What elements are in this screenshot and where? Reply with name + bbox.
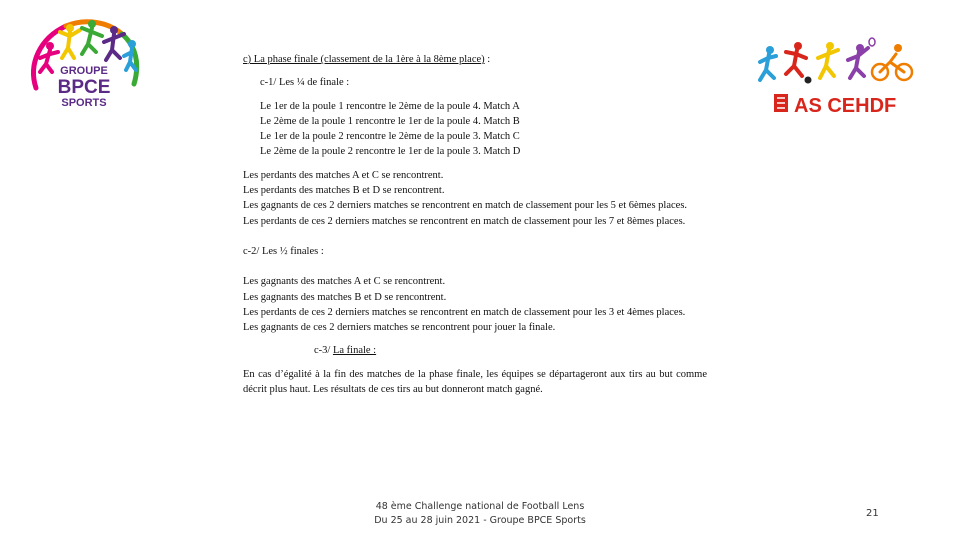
quarter-final-list bbox=[243, 99, 707, 160]
final-paragraph: En cas d’égalité à la fin des matches de la phase finale, les équipes se départageront aux tirs au but comme décrit plus haut. Les résultats de ces tirs au but donneront match gagné. bbox=[243, 368, 707, 396]
footer-line-1: 48 ème Challenge national de Football Lens bbox=[375, 501, 585, 512]
list-item: Le 2ème de la poule 2 rencontre le 1er de la poule 3. Match D bbox=[260, 146, 521, 158]
section-heading-c3: c-3/ La finale : bbox=[314, 345, 377, 357]
semi-final-paragraph: Les gagnants des matches A et C se rencontrent. Les gagnants des matches B et D se rencontrent. Les perdants de ces 2 derniers matches se rencontrent en match de classement pour les 3 et 4èmes places. Les gagnants de ces 2 derniers matches se rencontrent pour jouer la finale. bbox=[243, 276, 686, 334]
section-heading-c1: c-1/ Les ¼ de finale : bbox=[260, 77, 350, 89]
groupe-bpce-sports-logo bbox=[26, 14, 144, 122]
logo-line1: GROUPE bbox=[60, 65, 108, 77]
sports-figures-icon bbox=[26, 14, 144, 122]
list-item: Le 1er de la poule 2 rencontre le 2ème de la poule 3. Match C bbox=[260, 131, 520, 143]
page-number: 21 bbox=[866, 508, 879, 519]
footer bbox=[340, 500, 620, 528]
logo-line3: SPORTS bbox=[61, 97, 107, 109]
section-heading-c2: c-2/ Les ½ finales : bbox=[243, 245, 324, 257]
as-cehdf-logo bbox=[756, 36, 916, 120]
section-heading-c: c) La phase finale (classement de la 1ère à la 8ème place) : bbox=[243, 54, 491, 65]
list-item: Le 2ème de la poule 1 rencontre le 1er de la poule 4. Match B bbox=[260, 115, 520, 127]
athletes-icon bbox=[756, 36, 916, 120]
logo-line2: BPCE bbox=[57, 77, 111, 98]
cehdf-text: AS CEHDF bbox=[794, 95, 897, 117]
list-item: Le 1er de la poule 1 rencontre le 2ème de la poule 4. Match A bbox=[260, 100, 520, 112]
classification-paragraph-1: Les perdants des matches A et C se rencontrent. Les perdants des matches B et D se rencontrent. Les gagnants de ces 2 derniers matches se rencontrent en match de classement pour les 5 et 6èmes places. Les perdants de ces 2 derniers matches se rencontrent en match de classement pour les 7 et 8èmes places. bbox=[243, 169, 688, 227]
document-body bbox=[243, 52, 707, 397]
footer-line-2: Du 25 au 28 juin 2021 - Groupe BPCE Sports bbox=[374, 515, 586, 526]
